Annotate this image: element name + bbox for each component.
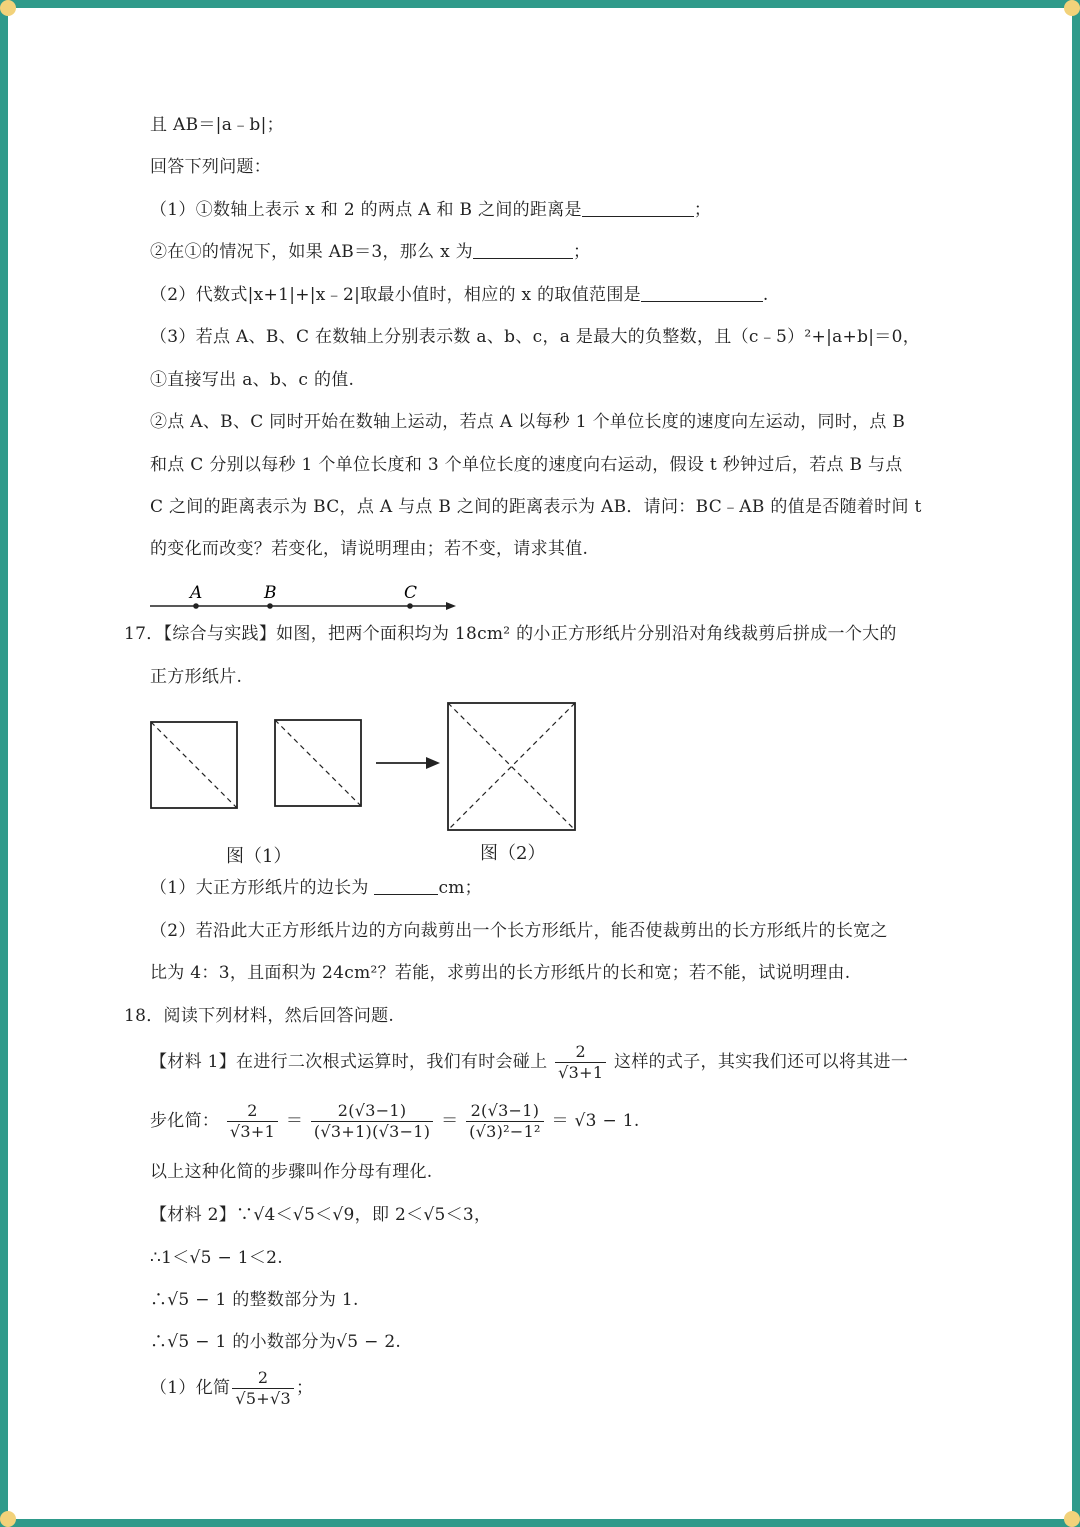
question-16-3: （3）若点 A、B、C 在数轴上分别表示数 a、b、c，a 是最大的负整数，且（c﹣5）²+|a+b|＝0， xyxy=(150,327,921,347)
text-line: 的变化而改变？若变化，请说明理由；若不变，请求其值. xyxy=(150,539,589,559)
text-line: ②点 A、B、C 同时开始在数轴上运动，若点 A 以每秒 1 个单位长度的速度向左运动，同时，点 B xyxy=(150,412,906,432)
material-1 xyxy=(150,1042,908,1083)
numerator: 2 xyxy=(227,1101,278,1122)
text-line: ∴√5 − 1 的小数部分为√5 − 2. xyxy=(150,1332,402,1352)
text-span: 这样的式子，其实我们还可以将其进一 xyxy=(614,1052,909,1072)
text-line: 比为 4：3，且面积为 24cm²？若能，求剪出的长方形纸片的长和宽；若不能，试说明理由. xyxy=(150,963,851,983)
text-span: 【材料 1】在进行二次根式运算时，我们有时会碰上 xyxy=(150,1052,548,1072)
denominator: √3+1 xyxy=(229,1122,276,1141)
point-label-c: C xyxy=(404,583,418,603)
answer-blank xyxy=(473,242,573,259)
text-span: （1）化简 xyxy=(150,1378,231,1398)
question-17-2: （2）若沿此大正方形纸片边的方向裁剪出一个长方形纸片，能否使裁剪出的长方形纸片的长宽之 xyxy=(150,921,888,941)
material-2: 【材料 2】∵√4＜√5＜√9，即 2＜√5＜3， xyxy=(150,1205,492,1225)
text-span: （1）①数轴上表示 x 和 2 的两点 A 和 B 之间的距离是 xyxy=(150,200,582,220)
text-line: ①直接写出 a、b、c 的值. xyxy=(150,370,355,390)
fraction xyxy=(232,1368,294,1409)
document-page xyxy=(8,8,1072,1519)
corner-ornament xyxy=(0,1511,16,1527)
denominator: √5+√3 xyxy=(235,1389,291,1408)
material-1-simplify xyxy=(150,1101,640,1142)
text-span: ； xyxy=(572,242,591,262)
text-span: ； xyxy=(693,200,712,220)
text-span: （1）大正方形纸片的边长为 xyxy=(150,878,369,898)
text-span: 步化简： xyxy=(150,1111,220,1131)
corner-ornament xyxy=(1064,1511,1080,1527)
numerator: 2(√3−1) xyxy=(311,1101,434,1122)
fraction xyxy=(227,1101,278,1142)
question-16-1-2 xyxy=(150,241,590,263)
fraction xyxy=(555,1042,606,1083)
equals-sign: ＝ xyxy=(441,1111,459,1131)
denominator: (√3)²−1² xyxy=(469,1122,541,1141)
point-label-b: B xyxy=(264,583,277,603)
question-18-1: （1）化简 $\frac{2}{√5+√3}$ ； xyxy=(150,1368,314,1408)
answer-blank xyxy=(374,878,438,895)
answer-blank xyxy=(582,200,694,217)
numerator: 2 xyxy=(232,1368,294,1389)
question-17-1 xyxy=(150,877,482,899)
point-label-a: A xyxy=(190,583,203,603)
text-line: 正方形纸片. xyxy=(150,667,243,687)
text-line: 且 AB＝|a﹣b|； xyxy=(150,115,284,135)
numerator: 2(√3−1) xyxy=(466,1101,544,1122)
denominator: (√3+1)(√3−1) xyxy=(313,1122,431,1141)
question-18: 18．阅读下列材料，然后回答问题. xyxy=(124,1006,395,1026)
figure-caption-1: 图（1） xyxy=(226,846,292,867)
text-line: C 之间的距离表示为 BC，点 A 与点 B 之间的距离表示为 AB．请问：BC﹣AB 的值是否随着时间 t xyxy=(150,497,922,517)
text-span: ②在①的情况下，如果 AB＝3，那么 x 为 xyxy=(150,242,473,262)
fraction xyxy=(311,1101,434,1142)
denominator: √3+1 xyxy=(558,1063,604,1082)
question-16-1 xyxy=(150,199,711,221)
equals-sign: ＝ xyxy=(285,1111,304,1131)
text-line: ∴√5 − 1 的整数部分为 1. xyxy=(150,1290,359,1310)
question-17: 17．【综合与实践】如图，把两个面积均为 18cm² 的小正方形纸片分别沿对角线裁剪后拼成一个大的 xyxy=(124,624,897,644)
square-figures xyxy=(148,700,598,840)
figure-caption-2: 图（2） xyxy=(480,843,546,864)
question-16-2 xyxy=(150,284,769,306)
text-line: ∴1＜√5 − 1＜2. xyxy=(150,1248,283,1268)
text-span: （2）代数式|x+1|+|x﹣2|取最小值时，相应的 x 的取值范围是 xyxy=(150,285,641,305)
text-span: . xyxy=(762,285,769,305)
corner-ornament xyxy=(0,0,16,16)
text-span: ＝ √3 − 1. xyxy=(551,1111,640,1131)
text-line: 以上这种化简的步骤叫作分母有理化. xyxy=(150,1162,433,1182)
text-span: cm； xyxy=(438,878,482,898)
number-line xyxy=(148,574,468,618)
fraction xyxy=(466,1101,544,1142)
text-line: 和点 C 分别以每秒 1 个单位长度和 3 个单位长度的速度向右运动，假设 t 秒钟过后，若点 B 与点 xyxy=(150,455,903,475)
text-line: 回答下列问题： xyxy=(150,157,272,177)
numerator: 2 xyxy=(555,1042,606,1063)
corner-ornament xyxy=(1064,0,1080,16)
answer-blank xyxy=(641,285,763,302)
